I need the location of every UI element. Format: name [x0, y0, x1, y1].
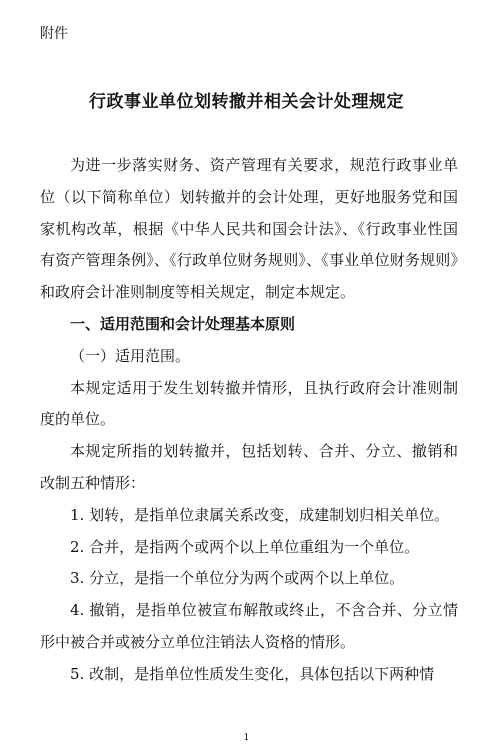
list-item: 2. 合并，是指两个或两个以上单位重组为一个单位。 [70, 537, 420, 556]
list-item: 4. 撤销，是指单位被宣布解散或终止，不含合并、分立情形中被合并或被分立单位注销法人资格的情形。 [40, 601, 458, 651]
types-intro-paragraph: 本规定所指的划转撤并，包括划转、合并、分立、撤销和改制五种情形： [40, 442, 458, 492]
attachment-label: 附件 [40, 26, 68, 42]
document-body [40, 150, 458, 691]
section-heading: 一、适用范围和会计处理基本原则 [70, 314, 296, 333]
intro-paragraph: 为进一步落实财务、资产管理有关要求，规范行政事业单位（以下简称单位）划转撤并的会计处理，更好地服务党和国家机构改革，根据《中华人民共和国会计法》、《行政事业性国有资产管理条例》、《行政单位财务规则》、《事业单位财务规则》和政府会计准则制度等相关规定，制定本规定。 [40, 156, 458, 302]
document-title: 行政事业单位划转撤并相关会计处理规定 [89, 92, 404, 112]
list-item: 3. 分立，是指一个单位分为两个或两个以上单位。 [70, 569, 405, 588]
scope-paragraph: 本规定适用于发生划转撤并情形，且执行政府会计准则制度的单位。 [40, 378, 458, 429]
subsection-heading: （一）适用范围。 [70, 346, 191, 365]
list-item: 5. 改制，是指单位性质发生变化，具体包括以下两种情 [70, 664, 435, 683]
page-number: 1 [243, 733, 250, 743]
list-item: 1. 划转，是指单位隶属关系改变，成建制划归相关单位。 [70, 505, 450, 524]
